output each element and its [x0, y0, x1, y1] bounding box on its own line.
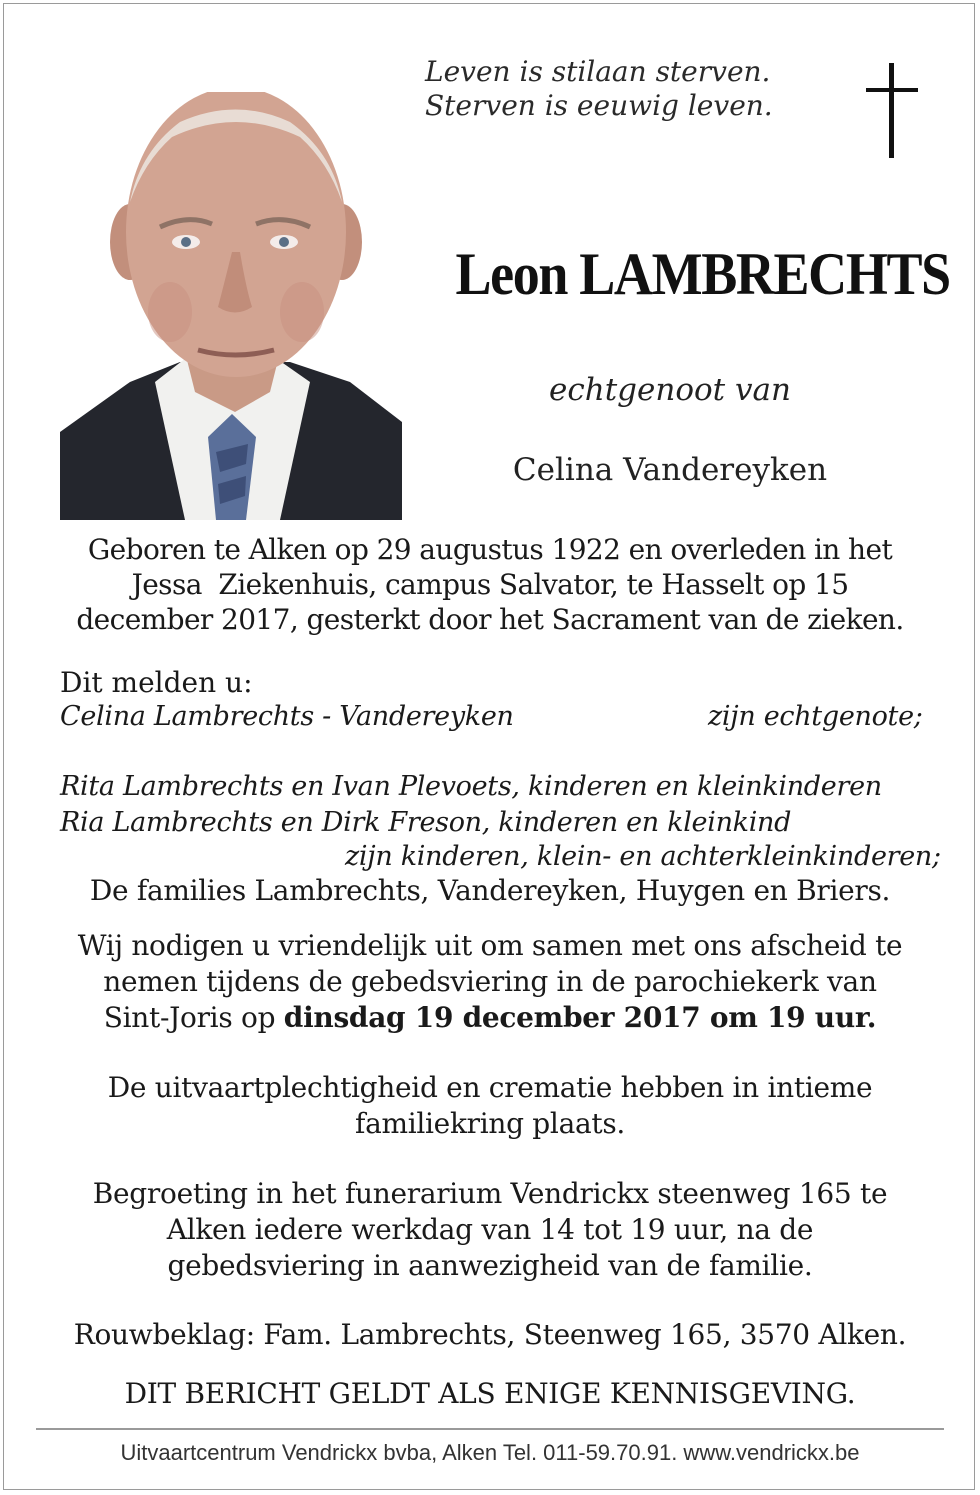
funeral-home-footer: Uitvaartcentrum Vendrickx bvba, Alken Tel. 011-59.70.91. www.vendrickx.be [120, 1440, 860, 1465]
announcer-child-1: Rita Lambrechts en Ivan Plevoets, kinderen en kleinkinderen [60, 771, 882, 802]
announcer-children-role: zijn kinderen, klein- en achterkleinkinderen; [345, 841, 941, 872]
visitation-line-1: Begroeting in het funerarium Vendrickx steenweg 165 te [92, 1177, 888, 1210]
announcer-spouse-role: zijn echtgenote; [708, 701, 923, 732]
ceremony-line-2: familiekring plaats. [355, 1107, 625, 1140]
spouse-name: Celina Vandereyken [512, 452, 828, 488]
quote-line-1: Leven is stilaan sterven. [425, 55, 771, 88]
invitation-line-2: nemen tijdens de gebedsviering in de parochiekerk van [103, 965, 877, 998]
visitation-text [40, 1176, 940, 1284]
memorial-quote [425, 55, 773, 123]
announcer-spouse: Celina Lambrechts - Vandereyken [60, 701, 514, 732]
cross-icon [863, 63, 923, 159]
birth-line-3: december 2017, gesterkt door het Sacrament van de zieken. [76, 603, 904, 636]
invitation-date: dinsdag 19 december 2017 om 19 uur. [283, 1001, 877, 1034]
birth-death-text [40, 532, 940, 637]
visitation-line-3: gebedsviering in aanwezigheid van de familie. [167, 1249, 813, 1282]
announcers-intro: Dit melden u: [60, 666, 253, 699]
birth-line-1: Geboren te Alken op 29 augustus 1922 en overleden in het [87, 533, 893, 566]
deceased-name: Leon LAMBRECHTS [455, 241, 950, 307]
relation-label: echtgenoot van [549, 372, 791, 408]
invitation-line-3-prefix: Sint-Joris op [103, 1001, 284, 1034]
portrait-photo [60, 92, 402, 520]
ceremony-line-1: De uitvaartplechtigheid en crematie hebben in intieme [107, 1071, 873, 1104]
birth-line-2: Jessa Ziekenhuis, campus Salvator, te Hasselt op 15 [131, 568, 849, 601]
quote-line-2: Sterven is eeuwig leven. [425, 89, 773, 122]
condolences-address: Rouwbeklag: Fam. Lambrechts, Steenweg 165, 3570 Alken. [73, 1318, 907, 1351]
footer-divider [36, 1428, 944, 1430]
announcer-child-2: Ria Lambrechts en Dirk Freson, kinderen en kleinkind [60, 807, 792, 838]
official-notice: DIT BERICHT GELDT ALS ENIGE KENNISGEVING. [124, 1377, 856, 1410]
invitation-text [40, 928, 940, 1036]
invitation-line-1: Wij nodigen u vriendelijk uit om samen met ons afscheid te [77, 929, 903, 962]
invitation-line-3 [40, 1000, 940, 1036]
announcer-families: De families Lambrechts, Vandereyken, Huygen en Briers. [89, 874, 891, 907]
ceremony-text [40, 1070, 940, 1142]
visitation-line-2: Alken iedere werkdag van 14 tot 19 uur, na de [166, 1213, 814, 1246]
